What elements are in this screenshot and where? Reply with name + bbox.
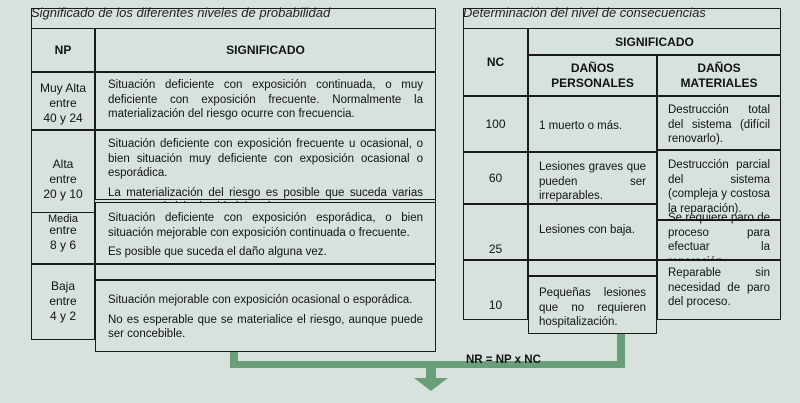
np-header-label: NP [54,43,72,57]
materiales-cell-10 [657,260,781,320]
np-level-range: 4 y 2 [49,309,76,323]
personales-text: Pequeñas lesiones que no requieren hospitalización. [539,287,646,328]
np-level-entre: entre [49,223,77,237]
materiales-text: Destrucción total del sistema (difícil renovarlo). [668,104,770,145]
np-level-name: Alta [52,157,74,171]
np-level-range: 20 y 10 [43,187,83,201]
np-level-entre: entre [49,96,77,110]
danos-materiales-label: DAÑOS MATERIALES [680,60,758,90]
right-significado-label: SIGNIFICADO [615,34,694,49]
personales-cell-25 [528,204,657,260]
materiales-text: Se requiere paro de proceso para efectuar la [668,212,770,253]
personales-text: 1 muerto o más. [539,120,623,132]
np-desc-text: No es esperable que se materialice el riesgo, aunque puede ser concebible. [108,313,423,340]
np-level-name: Muy Alta [39,81,87,95]
materiales-cell-100 [657,96,781,150]
nc-header [463,28,528,96]
danos-materiales-header [657,55,781,96]
np-cell-muy-alta [31,72,95,130]
materiales-text: Reparable sin necesidad de paro del proceso. [668,267,770,308]
np-desc-muy-alta [95,72,436,130]
nc-cell-60 [463,152,528,204]
nc-value: 25 [488,242,503,256]
nc-cell-100 [463,96,528,152]
personales-cell-spacer [528,260,657,276]
left-table-title: Significado de los diferentes niveles de probabilidad [31,5,331,20]
np-desc-text: Situación deficiente con exposición frecuente u ocasional, o bien situación muy deficiente con exposición ocasional o esporádica. [108,138,423,179]
np-desc-alta [95,130,436,200]
materiales-cell-25 [657,212,781,260]
nc-cell-25 [463,204,528,260]
np-header [31,28,95,72]
np-desc-text: Situación deficiente con exposición esporádica, o bien situación mejorable con exposición continuada o frecuente. [108,212,423,239]
right-table-title: Determinación del nivel de consecuencias [463,5,706,20]
np-level-entre: entre [49,294,77,308]
np-level-entre: entre [49,172,77,186]
personales-text: Lesiones graves que pueden ser irreparables. [539,161,646,202]
personales-cell-100 [528,96,657,152]
np-level-range: 8 y 6 [49,238,76,252]
np-desc-baja [95,280,436,352]
materiales-text: Destrucción parcial del sistema (compleja y costosa la reparación). [668,159,770,215]
left-significado-header [95,28,436,72]
np-desc-text: Es posible que suceda el daño alguna vez. [108,246,327,258]
danos-personales-header [528,55,657,96]
formula-label: NR = NP x NC [466,354,541,366]
arrow-down-icon [414,378,448,391]
right-significado-header [528,28,781,55]
personales-cell-60 [528,152,657,204]
np-desc-text: Situación mejorable con exposición ocasional o esporádica. [108,294,413,306]
np-level-name: Baja [50,279,76,293]
danos-personales-label: DAÑOS PERSONALES [551,60,634,90]
nc-value: 60 [488,171,503,185]
np-level-name: Media [48,213,78,225]
np-desc-text: La materialización del riesgo es posible que suceda varias [108,186,423,199]
np-desc-text: Situación deficiente con exposición continuada, o muy deficiente con exposición frecuente. Normalmente la materialización del riesgo ocurre con frecuencia. [108,79,423,120]
materiales-cell-60 [657,150,781,220]
arrow-stem [426,361,436,379]
np-cell-baja [31,264,95,340]
np-desc-spacer [95,264,436,280]
nc-value: 100 [485,117,506,131]
np-level-range: 40 y 24 [43,111,83,125]
left-significado-label: SIGNIFICADO [226,43,305,57]
nc-cell-10 [463,260,528,320]
nc-value: 10 [488,298,503,312]
nc-header-label: NC [486,55,505,69]
personales-text: Lesiones con baja. [539,224,635,236]
personales-cell-10 [528,276,657,334]
np-cell-alta [31,130,95,218]
np-cell-media [31,212,95,264]
np-desc-media [95,202,436,264]
